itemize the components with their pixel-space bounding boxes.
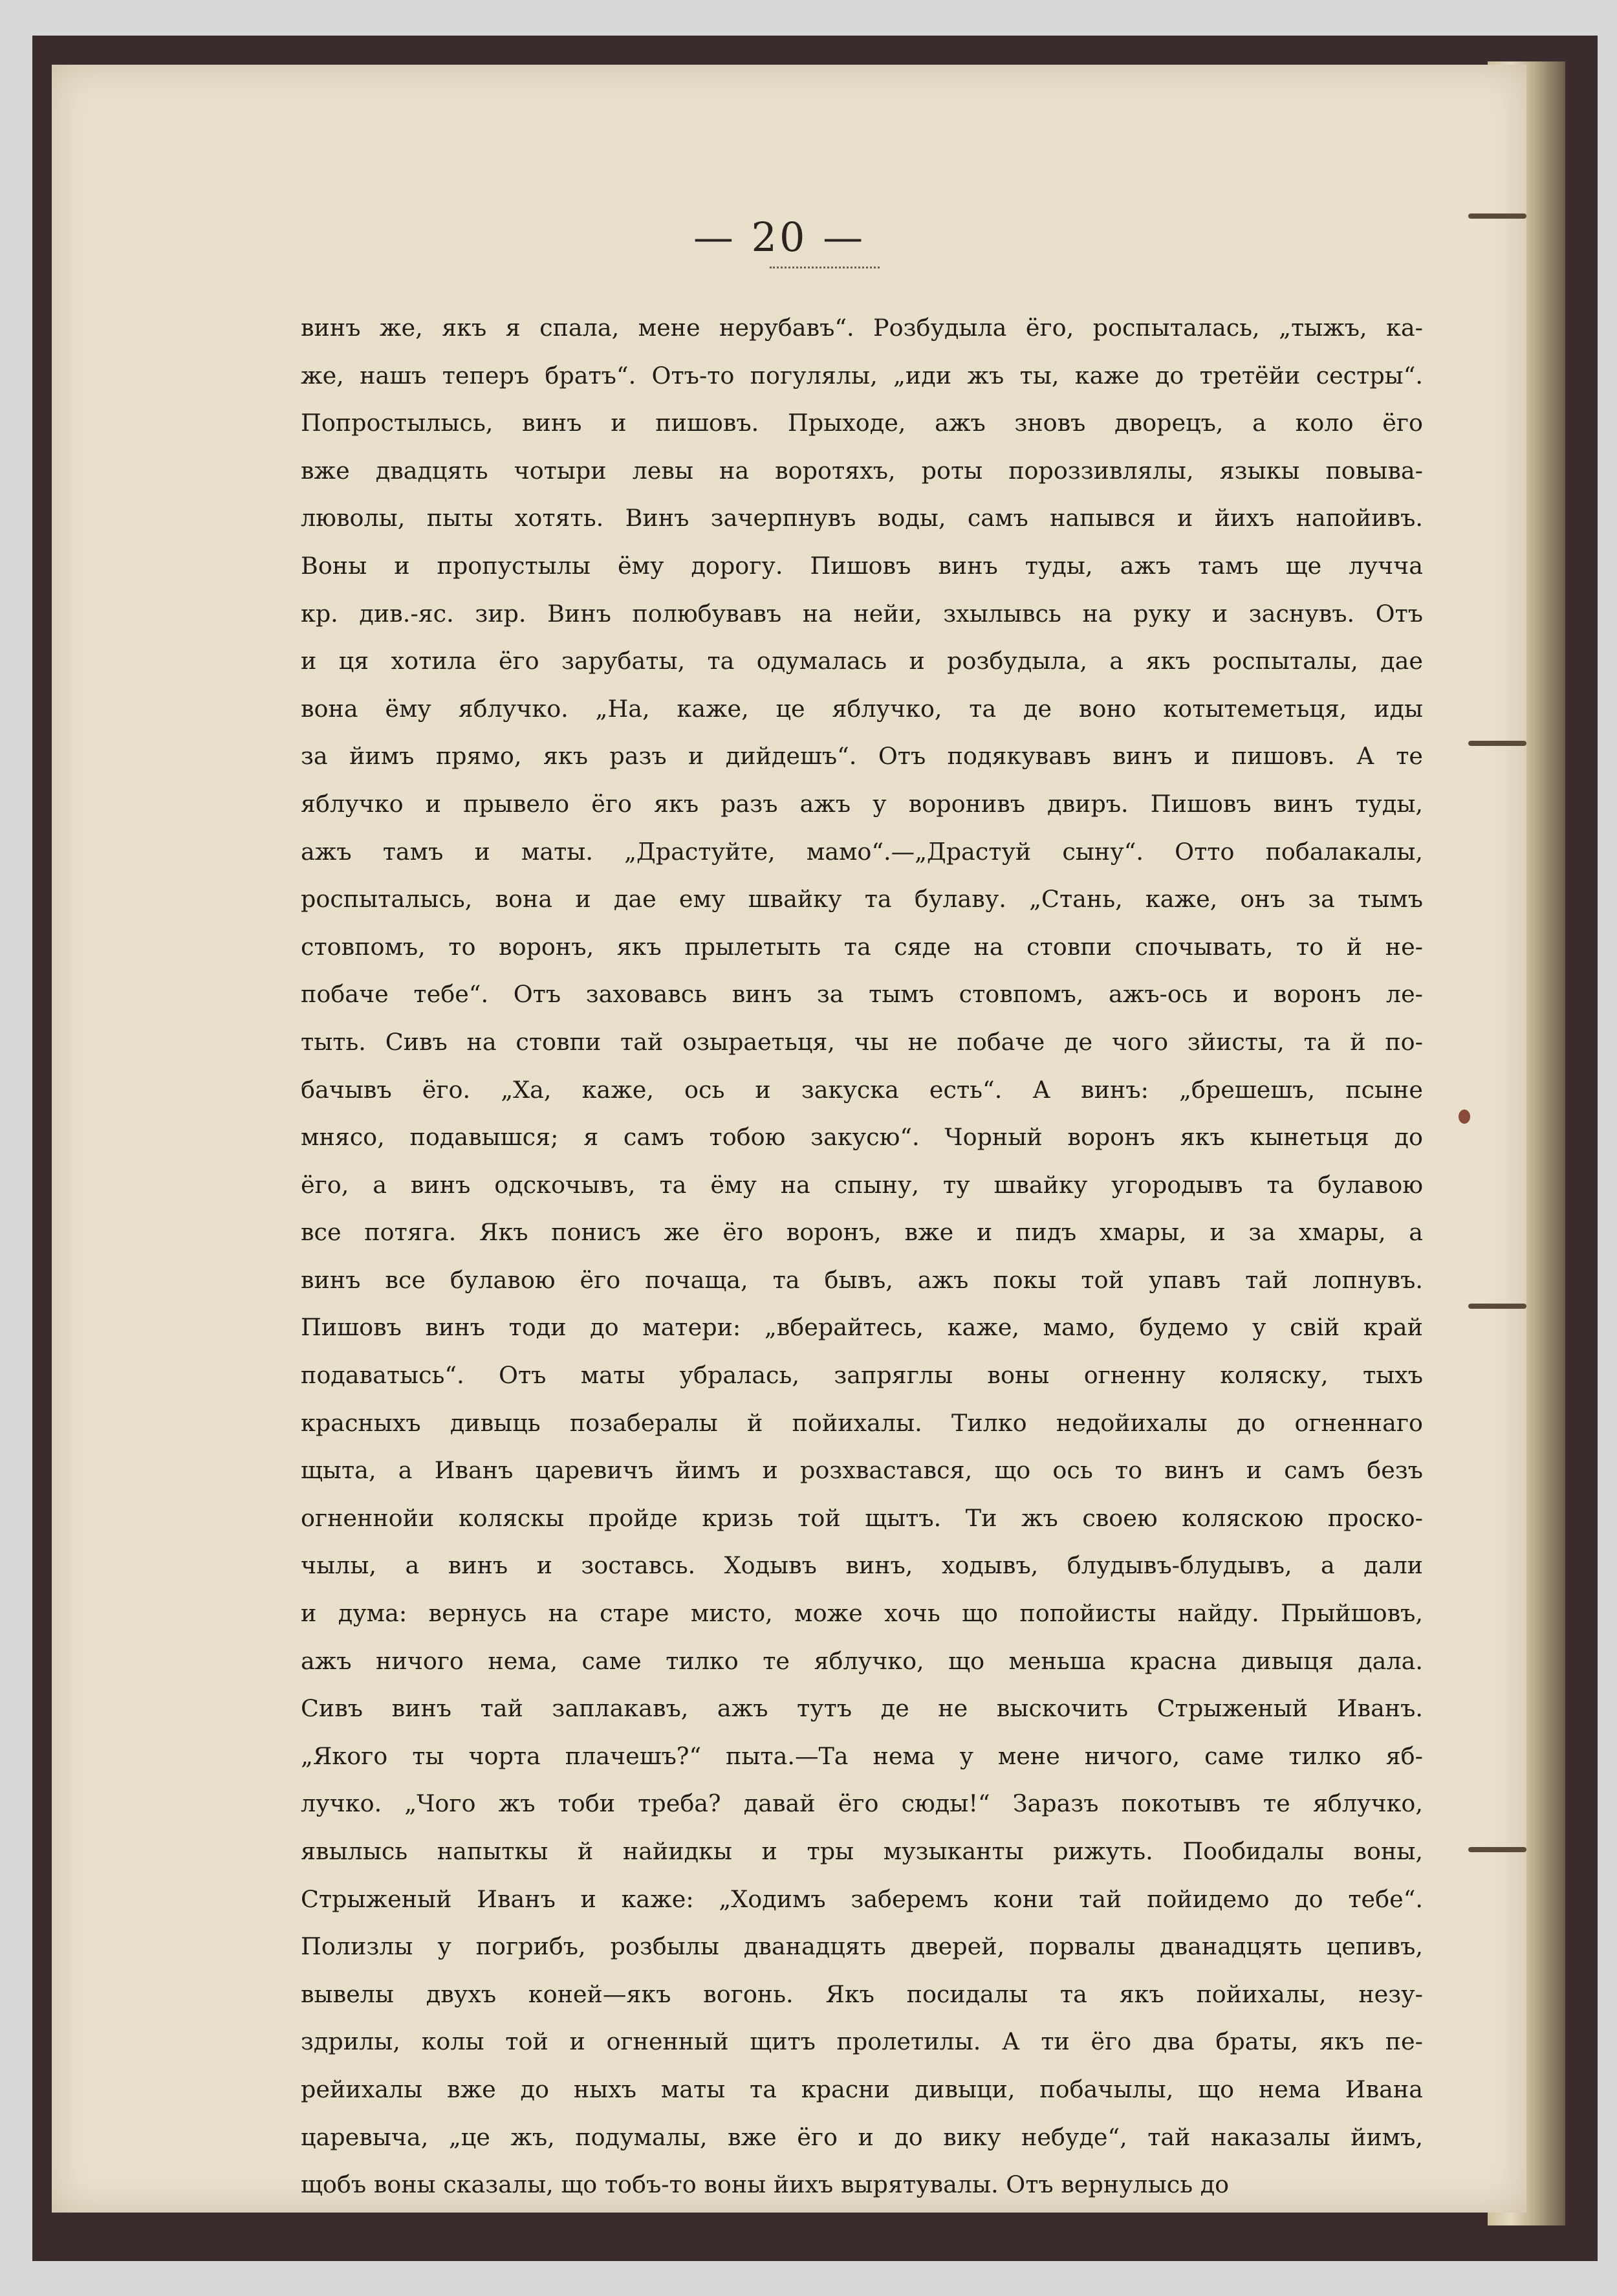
text-line: Стрыженый Иванъ и каже: „Ходимъ заберемъ кони тай пойидемо до тебе“. [301,1885,1423,1913]
text-line: бачывъ ёго. „Ха, каже, ось и закуска есть“. А винъ: „брешешъ, псыне [301,1075,1423,1104]
body-text [301,304,1423,2209]
binding-thread [1468,741,1526,746]
text-line: тыть. Сивъ на стовпи тай озыраетьця, чы не побаче де чого зйисты, та й по- [301,1027,1423,1056]
text-line: и ця хотила ёго зарубаты, та одумалась и розбудыла, а якъ роспыталы, дае [301,647,1423,675]
text-line: щыта, а Иванъ царевичъ йимъ и розхвастався, що ось то винъ и самъ безъ [301,1456,1423,1485]
page-number-ornament [770,264,880,268]
text-line: винъ же, якъ я спала, мене нерубавъ“. Розбудыла ёго, роспыталась, „тыжъ, ка- [301,314,1423,342]
text-line: все потяга. Якъ понисъ же ёго воронъ, вже и пидъ хмары, и за хмары, а [301,1218,1423,1247]
text-line: щобъ воны сказалы, що тобъ-то воны йихъ вырятувалы. Отъ вернулысь до [301,2170,1230,2199]
text-line: огненнойи коляскы пройде кризь той щытъ. Ти жъ своею коляскою проско- [301,1503,1423,1532]
binding-thread [1468,213,1526,219]
text-line: здрилы, колы той и огненный щитъ пролетилы. А ти ёго два браты, якъ пе- [301,2028,1423,2056]
text-line: Попростылысь, винъ и пишовъ. Прыходе, ажъ зновъ дворецъ, а коло ёго [301,409,1423,437]
text-line: ажъ ничого нема, саме тилко те яблучко, що меньша красна дивыця дала. [301,1646,1423,1675]
text-line: побаче тебе“. Отъ заховавсь винъ за тымъ стовпомъ, ажъ-ось и воронъ ле- [301,980,1423,1009]
binding-thread [1468,1304,1526,1309]
text-line: рейихалы вже до ныхъ маты та красни дивыци, побачылы, що нема Ивана [301,2075,1423,2103]
text-line: роспыталысь, вона и дае ему швайку та булаву. „Стань, каже, онъ за тымъ [301,885,1423,913]
text-line: стовпомъ, то воронъ, якъ прылетыть та сяде на стовпи спочывать, то й не- [301,932,1423,961]
text-line: подаватысь“. Отъ маты убралась, запряглы воны огненну коляску, тыхъ [301,1361,1423,1390]
text-line: яблучко и прывело ёго якъ разъ ажъ у воронивъ двиръ. Пишовъ винъ туды, [301,789,1423,818]
text-line: и дума: вернусь на старе мисто, може хочь що попойисты найду. Прыйшовъ, [301,1599,1423,1628]
text-line: вона ёму яблучко. „На, каже, це яблучко, та де воно котытеметьця, иды [301,694,1423,723]
book-page [52,65,1526,2213]
text-line: Воны и пропустылы ёму дорогу. Пишовъ винъ туды, ажъ тамъ ще лучча [301,551,1423,580]
text-line: винъ все булавою ёго почаща, та бывъ, ажъ покы той упавъ тай лопнувъ. [301,1265,1423,1294]
text-line: Сивъ винъ тай заплакавъ, ажъ тутъ де не выскочить Стрыженый Иванъ. [301,1694,1423,1723]
text-line: чылы, а винъ и зоставсь. Ходывъ винъ, ходывъ, блудывъ-блудывъ, а дали [301,1551,1423,1580]
text-line: Пишовъ винъ тоди до матери: „вберайтесь, каже, мамо, будемо у свій край [301,1313,1423,1342]
text-line: явылысь напыткы й найидкы и тры музыканты рижуть. Пообидалы воны, [301,1837,1423,1865]
text-line: за йимъ прямо, якъ разъ и дийдешъ“. Отъ подякувавъ винъ и пишовъ. А те [301,742,1423,771]
text-line: „Якого ты чорта плачешъ?“ пыта.—Та нема у мене ничого, саме тилко яб- [301,1742,1423,1770]
text-line: люволы, пыты хотять. Винъ зачерпнувъ воды, самъ напывся и йихъ напойивъ. [301,504,1423,532]
text-line: ажъ тамъ и маты. „Драстуйте, мамо“.—„Драстуй сыну“. Отто побалакалы, [301,837,1423,866]
page-number: — 20 — [693,213,866,261]
text-line: кр. див.-яс. зир. Винъ полюбувавъ на нейи, зхылывсь на руку и заснувъ. Отъ [301,599,1423,628]
text-line: же, нашъ теперъ братъ“. Отъ-то погулялы, „иди жъ ты, каже до третёйи сестры“. [301,361,1423,389]
text-line: Полизлы у погрибъ, розбылы дванадцять дверей, порвалы дванадцять цепивъ, [301,1932,1423,1961]
text-line: лучко. „Чого жъ тоби треба? давай ёго сюды!“ Заразъ покотывъ те яблучко, [301,1789,1423,1818]
paper-stain [1459,1110,1470,1124]
text-line: ёго, а винъ одскочывъ, та ёму на спыну, ту швайку угородывъ та булавою [301,1170,1423,1199]
text-line: мнясо, подавышся; я самъ тобою закусю“. Чорный воронъ якъ кынетьця до [301,1123,1423,1152]
binding-thread [1468,1847,1526,1852]
text-line: царевыча, „це жъ, подумалы, вже ёго и до вику небуде“, тай наказалы йимъ, [301,2123,1423,2151]
text-line: вывелы двухъ коней—якъ вогонь. Якъ посидалы та якъ пойихалы, незу- [301,1980,1423,2008]
text-line: красныхъ дивыць позабералы й пойихалы. Тилко недойихалы до огненнаго [301,1408,1423,1437]
text-line: вже двадцять чотыри левы на воротяхъ, роты пороззивлялы, языкы повыва- [301,456,1423,485]
